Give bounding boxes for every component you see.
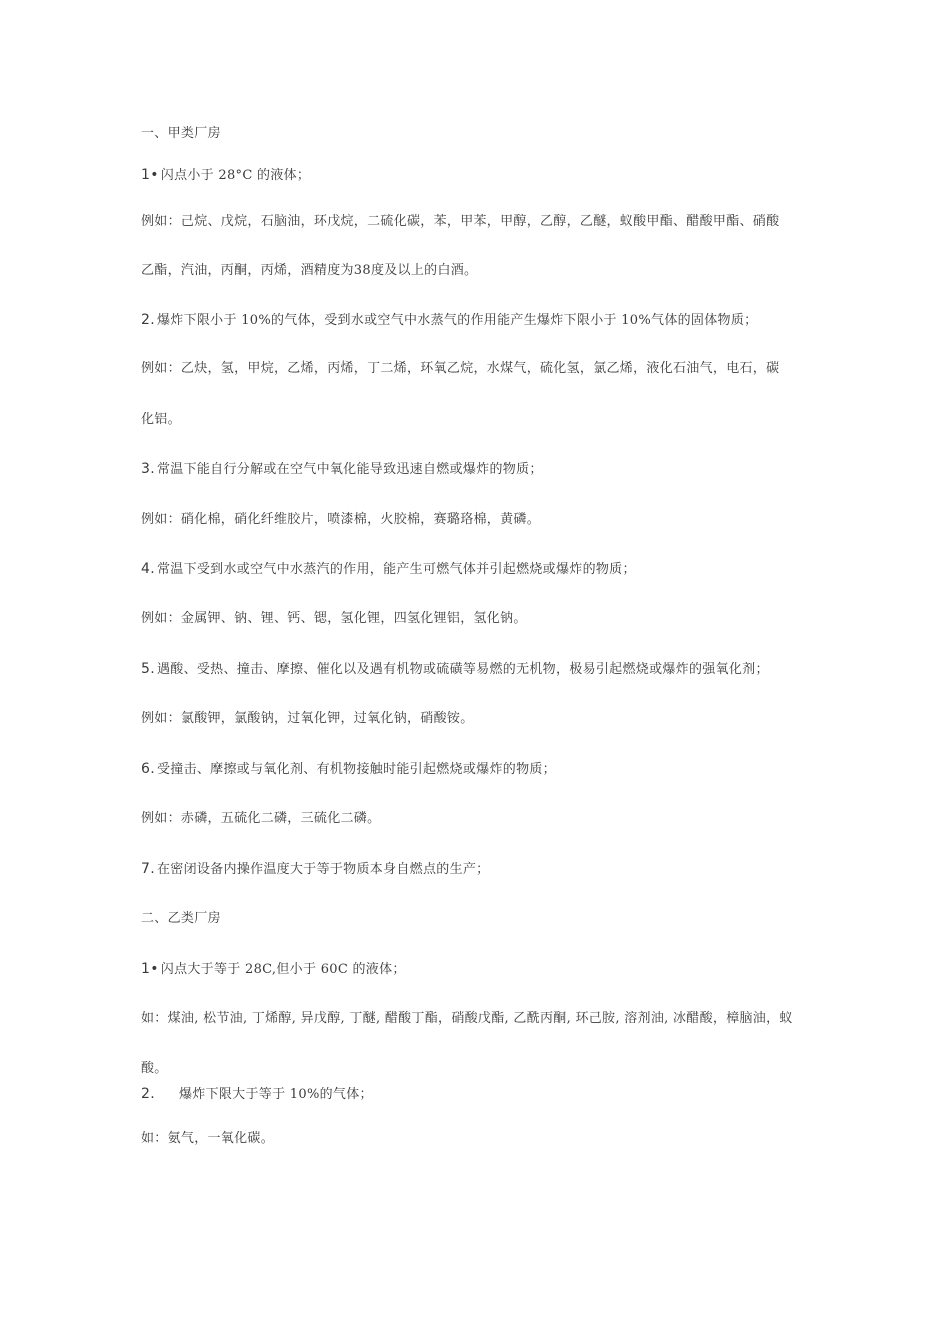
item-text: 受撞击、摩擦或与氧化剂、有机物接触时能引起燃烧或爆炸的物质； bbox=[156, 762, 556, 777]
list-item bbox=[141, 311, 811, 330]
list-item bbox=[141, 460, 811, 479]
list-item bbox=[141, 1085, 811, 1104]
list-item bbox=[141, 560, 811, 579]
item-number: 7. bbox=[141, 861, 155, 877]
example-text: 例如：金属钾、钠、锂、钙、锶，氢化锂，四氢化锂铝，氢化钠。 bbox=[141, 611, 527, 626]
example-text: 例如：乙炔，氢，甲烷，乙烯，丙烯，丁二烯，环氧乙烷，水煤气，硫化氢，氯乙烯，液化石油气，电石，碳 bbox=[141, 361, 780, 376]
item-text: 爆炸下限小于 10%的气体，受到水或空气中水蒸气的作用能产生爆炸下限小于 10%气体的固体物质； bbox=[156, 313, 758, 328]
item-text: 遇酸、受热、撞击、摩擦、催化以及遇有机物或硫磺等易燃的无机物，极易引起燃烧或爆炸的强氧化剂； bbox=[156, 662, 769, 677]
item-number: 6. bbox=[141, 761, 155, 777]
list-item bbox=[141, 860, 811, 879]
example-text-continued: 乙酯，汽油，丙酮，丙烯，酒精度为38度及以上的白酒。 bbox=[141, 263, 478, 278]
item-text: 闪点大于等于 28C,但小于 60C 的液体； bbox=[160, 962, 406, 977]
list-item bbox=[141, 760, 811, 779]
item-number: 2. bbox=[141, 312, 155, 328]
example-text-continued: 酸。 bbox=[141, 1061, 168, 1076]
example-text: 如：氨气，一氧化碳。 bbox=[141, 1131, 275, 1146]
item-number: 1• bbox=[141, 961, 159, 977]
example-text: 如：煤油, 松节油, 丁烯醇, 异戊醇, 丁醚, 醋酸丁酯，硝酸戊酯, 乙酰丙酮, 环己胺, 溶剂油, 冰醋酸，樟脑油，蚁 bbox=[141, 1011, 793, 1026]
section-heading: 二、乙类厂房 bbox=[141, 911, 221, 926]
item-text: 常温下受到水或空气中水蒸汽的作用，能产生可燃气体并引起燃烧或爆炸的物质； bbox=[156, 562, 636, 577]
item-number: 4. bbox=[141, 561, 155, 577]
list-item bbox=[141, 960, 811, 979]
item-number: 2. bbox=[141, 1086, 155, 1102]
example-text-continued: 化铝。 bbox=[141, 412, 181, 427]
item-text: 闪点小于 28°C 的液体； bbox=[160, 168, 311, 183]
example-text: 例如：氯酸钾，氯酸钠，过氧化钾，过氧化钠，硝酸铵。 bbox=[141, 711, 474, 726]
item-number: 1• bbox=[141, 167, 159, 183]
item-text: 常温下能自行分解或在空气中氧化能导致迅速自燃或爆炸的物质； bbox=[156, 462, 543, 477]
example-text: 例如：己烷、戊烷，石脑油，环戊烷，二硫化碳，苯，甲苯，甲醇，乙醇，乙醚，蚁酸甲酯、醋酸甲酯、硝酸 bbox=[141, 214, 780, 229]
item-text: 爆炸下限大于等于 10%的气体； bbox=[178, 1087, 373, 1102]
list-item bbox=[141, 166, 811, 185]
section-heading: 一、甲类厂房 bbox=[141, 126, 221, 141]
item-text: 在密闭设备内操作温度大于等于物质本身自燃点的生产； bbox=[156, 862, 490, 877]
list-item bbox=[141, 660, 811, 679]
item-number: 3. bbox=[141, 461, 155, 477]
item-number: 5. bbox=[141, 661, 155, 677]
example-text: 例如：赤磷，五硫化二磷，三硫化二磷。 bbox=[141, 811, 381, 826]
example-text: 例如：硝化棉，硝化纤维胶片，喷漆棉，火胶棉，赛璐珞棉，黄磷。 bbox=[141, 512, 541, 527]
